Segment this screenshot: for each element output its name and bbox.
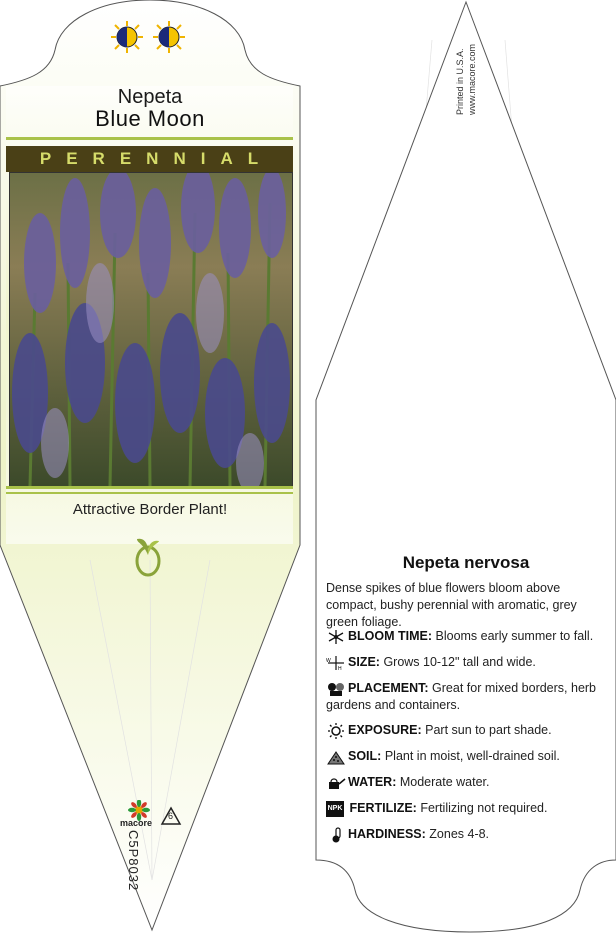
placement-label: PLACEMENT: (348, 681, 429, 695)
soil-label: SOIL: (348, 749, 382, 763)
common-name: Nepeta (117, 86, 183, 108)
water-value: Moderate water. (399, 775, 490, 789)
bloom-time-label: BLOOM TIME: (348, 629, 433, 643)
sprout-icon (133, 535, 163, 577)
tagline: Attractive Border Plant! (72, 501, 228, 518)
fertilize-label: FERTILIZE: (349, 801, 417, 815)
category-label: PERENNIAL (39, 149, 274, 168)
soil-value: Plant in moist, well-drained soil. (384, 749, 560, 763)
sku-code: C5P8032 (126, 830, 141, 892)
printed-line-2: www.macore.com (467, 44, 477, 116)
recycle-number: 6 (168, 811, 174, 821)
back-tag-outline (316, 2, 616, 932)
placement-value: Great for mixed borders, herb gardens and containers. (326, 681, 597, 712)
svg-text:W: W (326, 657, 331, 664)
top-rule (6, 137, 293, 140)
watering-can-icon (326, 775, 346, 791)
attr-hardiness (326, 826, 610, 843)
size-arrows-icon (326, 655, 346, 671)
category-band (6, 146, 293, 172)
exposure-value: Part sun to part shade. (425, 723, 552, 737)
description: Dense spikes of blue flowers bloom above compact, bushy perennial with aromatic, grey green foliage. (326, 581, 577, 629)
half-sun-icon (110, 20, 144, 54)
attr-soil (326, 748, 610, 765)
attr-bloom-time (326, 628, 610, 645)
scientific-name: Nepeta nervosa (402, 553, 530, 572)
hardiness-label: HARDINESS: (348, 827, 426, 841)
size-label: SIZE: (348, 655, 380, 669)
plant-photo (9, 172, 293, 487)
attr-water (326, 774, 610, 791)
fertilize-value: Fertilizing not required. (420, 801, 548, 815)
printed-info (454, 44, 478, 115)
attr-exposure (326, 722, 610, 739)
placement-icon (326, 681, 346, 697)
thermometer-icon (326, 827, 346, 843)
hardiness-value: Zones 4-8. (429, 827, 490, 841)
exposure-label: EXPOSURE: (348, 723, 422, 737)
attr-placement (326, 680, 610, 713)
attr-fertilize (326, 800, 610, 817)
water-label: WATER: (348, 775, 397, 789)
sun-outline-icon (326, 723, 346, 739)
npk-icon: NPK (326, 801, 344, 817)
svg-text:H: H (338, 665, 342, 671)
bloom-time-value: Blooms early summer to fall. (435, 629, 594, 643)
brand-name: macore (120, 818, 153, 828)
snowflake-flower-icon (326, 629, 346, 645)
soil-icon (326, 749, 346, 765)
bottom-rule (6, 486, 293, 489)
size-value: Grows 10-12" tall and wide. (383, 655, 536, 669)
attr-size (326, 654, 610, 671)
cultivar-name: Blue Moon (95, 106, 205, 131)
bottom-rule-thin (6, 492, 293, 494)
half-sun-icon (152, 20, 186, 54)
printed-line-1: Printed in U.S.A. (455, 48, 465, 116)
